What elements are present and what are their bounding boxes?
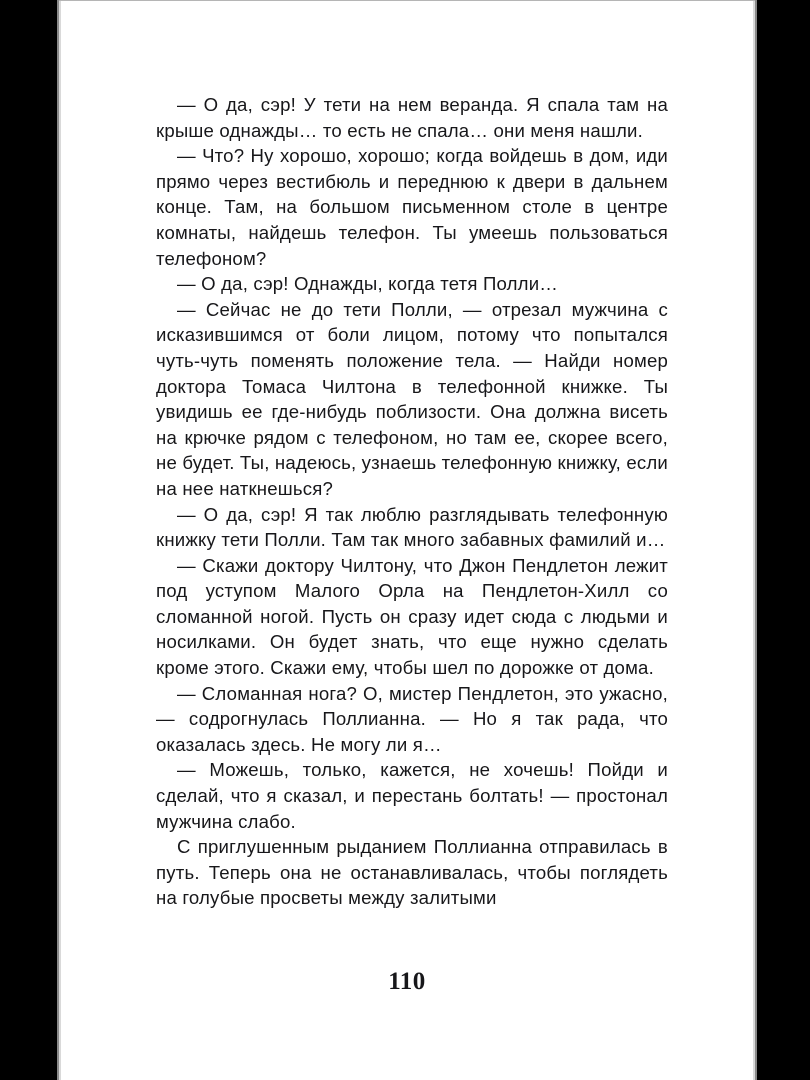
paragraph: — Сейчас не до тети Полли, — отрезал мужчина с исказившимся от боли лицом, потому что попытался чуть-чуть поменять положение тела. — Найди номер доктора Томаса Чилтона в телефонной книжке. Ты увидишь ее где-нибудь поблизости. Она должна висеть на крючке рядом с телефоном, но там ее, скорее всего, не будет. Ты, надеюсь, узнаешь телефонную книжку, если на нее наткнешься?	[156, 298, 668, 499]
paragraph: — Сломанная нога? О, мистер Пендлетон, это ужасно, — содрогнулась Поллианна. — Но я так рада, что оказалась здесь. Не могу ли я…	[156, 682, 668, 755]
paragraph: — О да, сэр! Однажды, когда тетя Полли…	[177, 273, 559, 295]
paragraph: — О да, сэр! Я так люблю разглядывать телефонную книжку тети Полли. Там так много забавных фамилий и…	[156, 503, 668, 551]
paragraph: — О да, сэр! У тети на нем веранда. Я спала там на крыше однажды… то есть не спала… они меня нашли.	[156, 94, 668, 141]
paragraph: С приглушенным рыданием Поллианна отправилась в путь. Теперь она не останавливалась, чтобы поглядеть на голубые просветы между залитыми	[156, 836, 668, 909]
page-number: 110	[388, 968, 426, 995]
book-page-sheet	[57, 0, 757, 1080]
paragraph: — Что? Ну хорошо, хорошо; когда войдешь в дом, иди прямо через вестибюль и переднюю к двери в дальнем конце. Там, на большом письменном столе в центре комнаты, найдешь телефон. Ты умеешь пользоваться телефоном?	[156, 145, 668, 269]
paragraph: — Можешь, только, кажется, не хочешь! Пойди и сделай, что я сказал, и перестань болтать! — простонал мужчина слабо.	[156, 759, 668, 832]
paragraph: — Скажи доктору Чилтону, что Джон Пендлетон лежит под уступом Малого Орла на Пендлетон-Хилл со сломанной ногой. Пусть он сразу идет сюда с людьми и носилками. Он будет знать, что еще нужно сделать кроме этого. Скажи ему, чтобы шел по дорожке от дома.	[156, 554, 668, 679]
page-top-edge	[59, 0, 755, 1]
page-text-block	[156, 92, 668, 911]
